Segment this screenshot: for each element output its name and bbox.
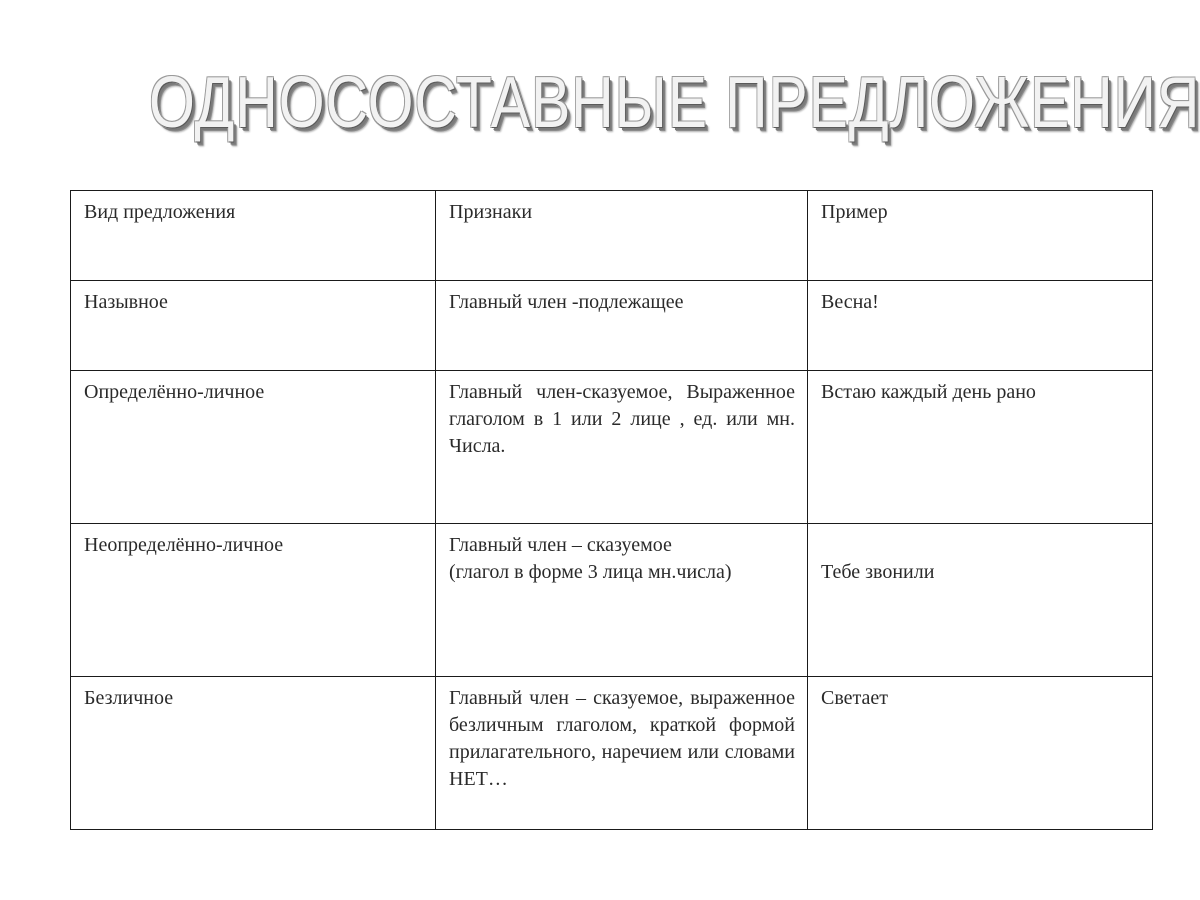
header-features-text: Признаки — [449, 201, 533, 223]
features-text: Главный член-сказуемое, Выраженное глаголом в 1 или 2 лице , ед. или мн. Числа. — [449, 381, 795, 457]
header-example-text: Пример — [821, 201, 888, 223]
example-cell — [808, 524, 1153, 677]
header-cell-type — [71, 191, 436, 281]
table-row — [71, 371, 1153, 524]
features-cell — [436, 677, 808, 830]
type-text: Неопределённо-личное — [84, 534, 284, 556]
example-text-block — [808, 524, 1152, 586]
header-cell-features — [436, 191, 808, 281]
features-cell — [436, 371, 808, 524]
features-line-1: Главный член – сказуемое — [449, 534, 672, 556]
example-cell — [808, 677, 1153, 830]
header-cell-example — [808, 191, 1153, 281]
table-header-row — [71, 191, 1153, 281]
features-cell — [436, 281, 808, 371]
header-type-text: Вид предложения — [84, 201, 236, 223]
example-text: Встаю каждый день рано — [821, 381, 1036, 403]
example-cell — [808, 371, 1153, 524]
features-text: Главный член – сказуемое, выраженное безличным глаголом, краткой формой прилагательного, наречием или словами НЕТ… — [449, 687, 795, 790]
features-text-block — [436, 524, 807, 586]
type-text: Определённо-личное — [84, 381, 265, 403]
example-spacer — [821, 532, 1140, 559]
table-row — [71, 677, 1153, 830]
sentence-types-table — [70, 190, 1153, 830]
features-cell — [436, 524, 808, 677]
type-cell — [71, 371, 436, 524]
table-row — [71, 524, 1153, 677]
type-cell — [71, 281, 436, 371]
example-text: Весна! — [821, 291, 879, 313]
page-title: ОДНОСОСТАВНЫЕ ПРЕДЛОЖЕНИЯ — [149, 63, 1200, 143]
example-text: Тебе звонили — [821, 561, 935, 583]
table-row — [71, 281, 1153, 371]
type-text: Безличное — [84, 687, 174, 709]
features-line-2: (глагол в форме 3 лица мн.числа) — [449, 561, 732, 583]
type-cell — [71, 677, 436, 830]
example-cell — [808, 281, 1153, 371]
type-text: Назывное — [84, 291, 168, 313]
example-text: Светает — [821, 687, 889, 709]
features-text: Главный член -подлежащее — [449, 291, 684, 313]
type-cell — [71, 524, 436, 677]
